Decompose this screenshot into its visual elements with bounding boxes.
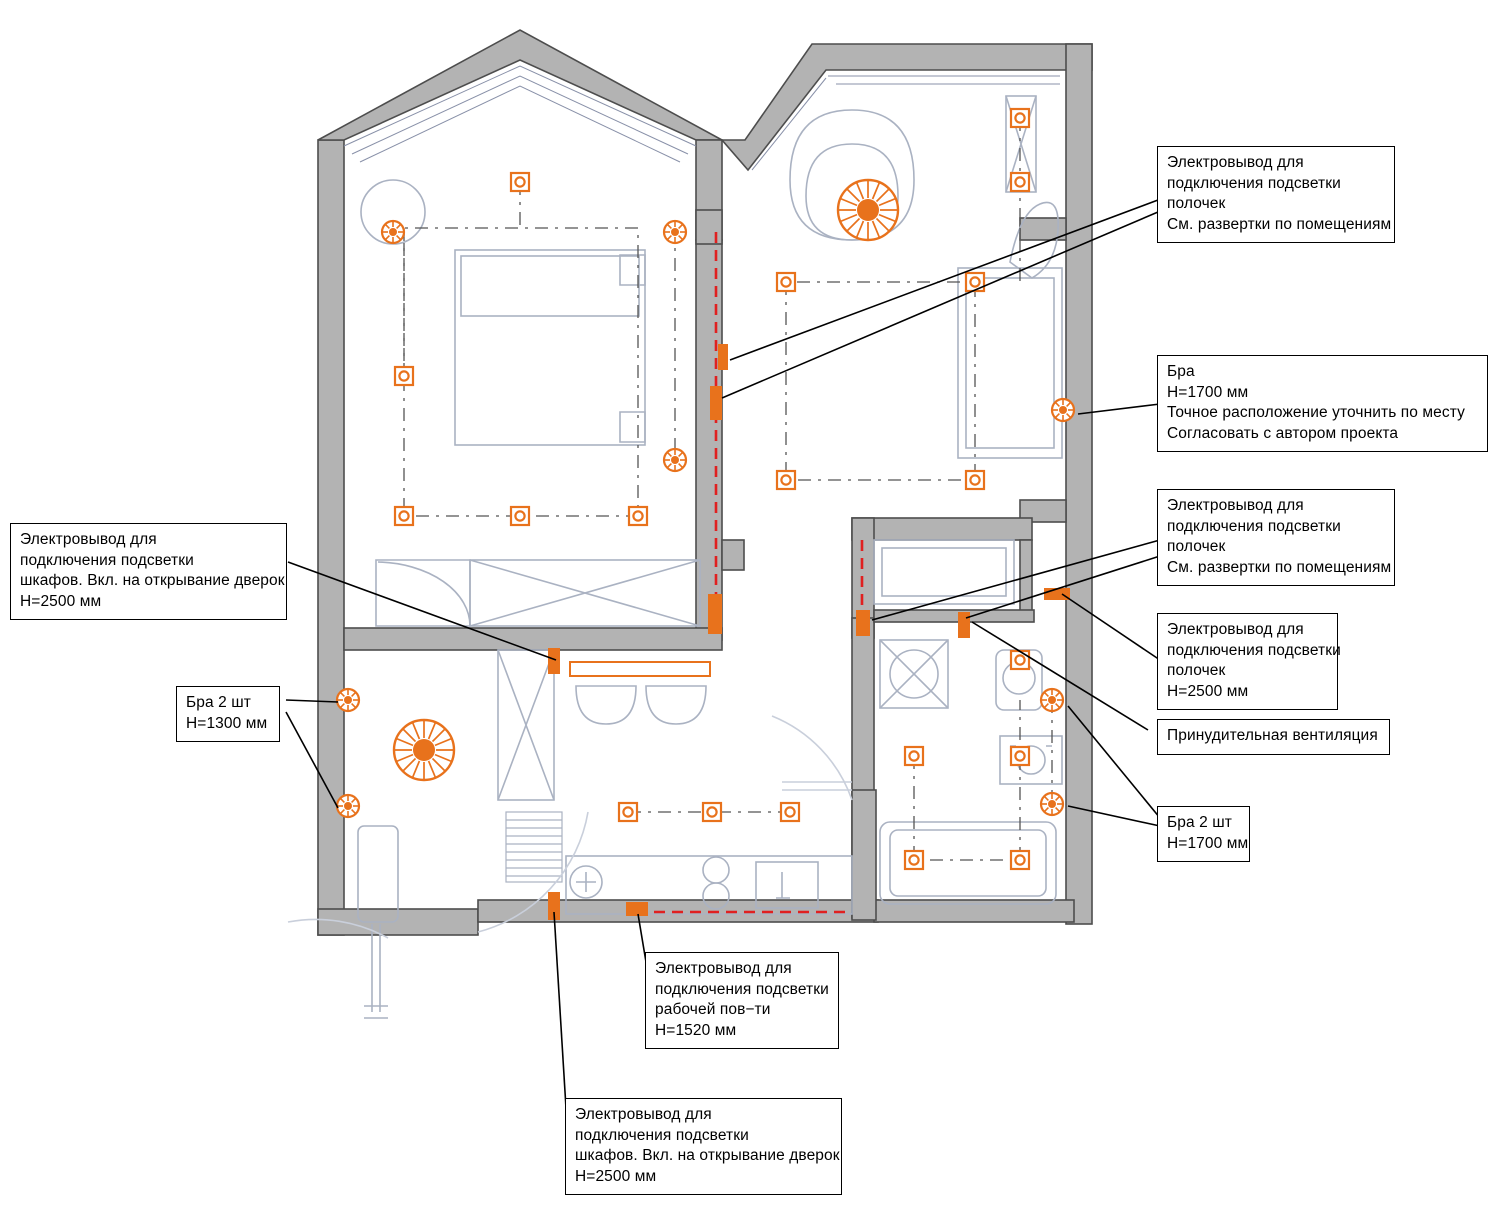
callout-line: H=1520 мм (655, 1021, 737, 1039)
callout-line: подключения подсветки (655, 980, 829, 998)
callout-line: Точное расположение уточнить по месту (1167, 404, 1465, 421)
callout-line: Электровывод для (20, 531, 157, 548)
callout-line: H=2500 мм (575, 1167, 657, 1185)
callout-line: рабочей пов−ти (655, 1001, 771, 1018)
callout-forced-ventilation[interactable] (1157, 719, 1390, 755)
callout-line: подключения подсветки (575, 1126, 749, 1144)
callout-shelf-light-mid-right[interactable] (1157, 489, 1395, 586)
callout-line: Электровывод для (1167, 497, 1304, 514)
callout-line: Электровывод для (1167, 621, 1304, 638)
callout-line: Электровывод для (655, 960, 792, 977)
red-supply-lines (636, 232, 862, 912)
callout-line: Электровывод для (575, 1106, 712, 1123)
callout-line: подключения подсветки (1167, 174, 1341, 192)
callout-line: подключения подсветки (20, 551, 194, 569)
callout-line: H=1300 мм (186, 714, 268, 732)
callout-shelf-light-top-right[interactable] (1157, 146, 1395, 243)
callout-line: H=2500 мм (20, 592, 102, 610)
callout-line: полочек (1167, 662, 1226, 679)
callout-line: полочек (1167, 195, 1226, 212)
callout-line: Бра (1167, 363, 1195, 380)
callout-line: См. развертки по помещениям (1167, 558, 1392, 576)
callout-line: См. развертки по помещениям (1167, 215, 1392, 233)
callout-line: H=1700 мм (1167, 383, 1249, 401)
callout-line: подключения подсветки (1167, 517, 1341, 535)
callout-cabinet-light-left[interactable] (10, 523, 287, 620)
callout-line: Согласовать с автором проекта (1167, 424, 1399, 442)
callout-line: шкафов. Вкл. на открывание дверок (20, 572, 285, 589)
callout-line: H=2500 мм (1167, 682, 1249, 700)
callout-sconce-2pcs-1700[interactable] (1157, 806, 1250, 862)
callout-line: полочек (1167, 538, 1226, 555)
callout-line: Бра 2 шт (186, 694, 251, 711)
callout-line: Принудительная вентиляция (1167, 727, 1378, 744)
lighting-circuits (404, 118, 1052, 860)
callout-line: шкафов. Вкл. на открывание дверок (575, 1147, 840, 1164)
callout-line: подключения подсветки (1167, 641, 1341, 659)
callout-cabinet-light-bottom[interactable] (565, 1098, 842, 1195)
callout-worktop-light-1520[interactable] (645, 952, 839, 1049)
callout-shelf-light-2500[interactable] (1157, 613, 1341, 710)
callout-line: H=1700 мм (1167, 834, 1249, 852)
callout-sconce-1700-right[interactable] (1157, 355, 1488, 452)
callout-line: Электровывод для (1167, 154, 1304, 171)
callout-sconce-2pcs-1300[interactable] (176, 686, 280, 742)
callout-line: Бра 2 шт (1167, 814, 1232, 831)
